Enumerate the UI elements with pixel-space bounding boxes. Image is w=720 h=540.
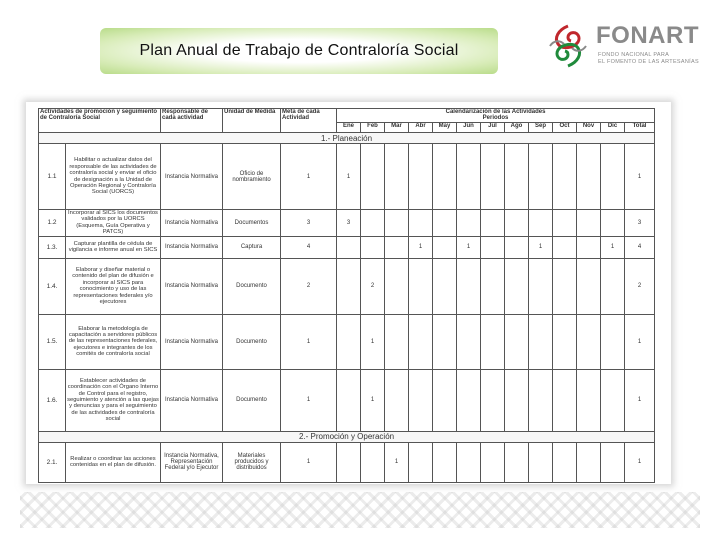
row-month-value	[481, 369, 505, 431]
row-month-value	[361, 442, 385, 482]
row-month-value: 1	[457, 236, 481, 258]
row-number: 1.3.	[39, 236, 66, 258]
header-month: Ago	[505, 123, 529, 133]
row-description: Elaborar y diseñar material o contenido del plan de difusión e incorporar al SICS para conocimiento y uso de las representaciones federales y/o ejecutores	[66, 258, 161, 314]
table-row	[39, 210, 655, 237]
row-total: 4	[625, 236, 655, 258]
row-month-value	[577, 442, 601, 482]
row-month-value: 1	[361, 314, 385, 369]
row-total: 1	[625, 314, 655, 369]
table-row	[39, 369, 655, 431]
row-month-value: 1	[361, 369, 385, 431]
row-month-value	[529, 258, 553, 314]
row-description: Habilitar o actualizar datos del responsable de las actividades de contraloría social y enviar el oficio de designación a la Unidad de Operación Regional y Contraloría Social (UORCS)	[66, 144, 161, 210]
row-month-value	[553, 144, 577, 210]
row-unidad: Documento	[223, 314, 281, 369]
row-month-value	[481, 236, 505, 258]
row-unidad: Materiales producidos y distribuidos	[223, 442, 281, 482]
row-description: Incorporar al SICS los documentos validados por la UORCS (Esquema, Guía Operativa y PATCS)	[66, 210, 161, 237]
row-month-value	[409, 369, 433, 431]
row-month-value	[385, 369, 409, 431]
row-month-value	[385, 210, 409, 237]
row-month-value	[457, 210, 481, 237]
row-month-value	[553, 442, 577, 482]
header-month: Jul	[481, 123, 505, 133]
row-meta: 2	[281, 258, 337, 314]
header-total: Total	[625, 123, 655, 133]
fonart-emblem-icon	[544, 22, 592, 70]
title-banner	[100, 28, 498, 74]
row-responsable: Instancia Normativa	[161, 369, 223, 431]
row-month-value	[505, 210, 529, 237]
row-month-value: 1	[385, 442, 409, 482]
row-month-value	[481, 442, 505, 482]
row-month-value	[409, 314, 433, 369]
row-month-value	[601, 144, 625, 210]
row-unidad: Oficio de nombramiento	[223, 144, 281, 210]
row-number: 1.5.	[39, 314, 66, 369]
row-total: 1	[625, 144, 655, 210]
row-month-value	[577, 369, 601, 431]
row-month-value	[505, 144, 529, 210]
row-unidad: Documentos	[223, 210, 281, 237]
row-month-value	[457, 442, 481, 482]
row-month-value	[337, 236, 361, 258]
row-month-value	[433, 210, 457, 237]
row-month-value	[505, 258, 529, 314]
header-month: Ene	[337, 123, 361, 133]
row-month-value	[457, 144, 481, 210]
header-month: Sep	[529, 123, 553, 133]
row-month-value	[385, 258, 409, 314]
row-month-value	[337, 369, 361, 431]
row-responsable: Instancia Normativa	[161, 144, 223, 210]
row-total: 1	[625, 369, 655, 431]
row-month-value: 2	[361, 258, 385, 314]
table-row	[39, 236, 655, 258]
row-meta: 1	[281, 442, 337, 482]
logo-brand: FONART	[596, 22, 699, 49]
row-month-value: 1	[529, 236, 553, 258]
row-total: 2	[625, 258, 655, 314]
row-month-value	[529, 314, 553, 369]
row-responsable: Instancia Normativa, Representación Federal y/o Ejecutor	[161, 442, 223, 482]
row-month-value	[481, 258, 505, 314]
row-month-value	[337, 258, 361, 314]
row-responsable: Instancia Normativa	[161, 314, 223, 369]
row-meta: 4	[281, 236, 337, 258]
logo-subtitle	[598, 52, 708, 66]
row-responsable: Instancia Normativa	[161, 236, 223, 258]
row-month-value	[601, 314, 625, 369]
row-month-value	[601, 369, 625, 431]
row-unidad: Captura	[223, 236, 281, 258]
row-month-value	[457, 369, 481, 431]
row-month-value: 3	[337, 210, 361, 237]
row-number: 1.6.	[39, 369, 66, 431]
header-month: May	[433, 123, 457, 133]
row-number: 1.4.	[39, 258, 66, 314]
row-month-value	[553, 258, 577, 314]
row-unidad: Documento	[223, 258, 281, 314]
row-month-value	[433, 258, 457, 314]
row-month-value	[505, 369, 529, 431]
header-calendarizacion	[337, 109, 655, 123]
row-month-value	[529, 144, 553, 210]
row-month-value	[337, 442, 361, 482]
section-label: 2.- Promoción y Operación	[39, 431, 655, 442]
row-month-value	[409, 210, 433, 237]
section-label: 1.- Planeación	[39, 133, 655, 144]
row-month-value	[433, 442, 457, 482]
plan-document	[26, 102, 671, 484]
row-month-value	[361, 236, 385, 258]
row-number: 1.2	[39, 210, 66, 237]
row-description: Capturar plantilla de cédula de vigilancia e informe anual en SICS	[66, 236, 161, 258]
table-row	[39, 314, 655, 369]
row-month-value	[505, 442, 529, 482]
row-month-value	[577, 258, 601, 314]
logo-subtitle-line1: FONDO NACIONAL PARA	[598, 52, 670, 58]
row-month-value	[433, 236, 457, 258]
row-month-value	[457, 258, 481, 314]
row-month-value	[505, 314, 529, 369]
plan-body	[39, 133, 655, 483]
row-month-value	[385, 314, 409, 369]
row-month-value	[553, 314, 577, 369]
row-month-value	[481, 144, 505, 210]
header-month: Nov	[577, 123, 601, 133]
row-month-value	[553, 369, 577, 431]
header-month: Oct	[553, 123, 577, 133]
row-month-value: 1	[409, 236, 433, 258]
header-month: Dic	[601, 123, 625, 133]
plan-table	[38, 108, 655, 483]
header-month: Abr	[409, 123, 433, 133]
row-month-value	[601, 210, 625, 237]
row-responsable: Instancia Normativa	[161, 258, 223, 314]
row-month-value	[361, 144, 385, 210]
row-month-value	[457, 314, 481, 369]
row-month-value	[409, 442, 433, 482]
header-month: Mar	[385, 123, 409, 133]
row-month-value	[529, 210, 553, 237]
row-month-value	[577, 144, 601, 210]
header-month: Jun	[457, 123, 481, 133]
header-unidad: Unidad de Medida	[223, 109, 281, 133]
header-calendarizacion-label: Calendarización de las Actividades	[445, 109, 546, 115]
fonart-logo	[540, 16, 710, 76]
row-month-value	[601, 442, 625, 482]
row-unidad: Documento	[223, 369, 281, 431]
row-meta: 3	[281, 210, 337, 237]
logo-subtitle-line2: EL FOMENTO DE LAS ARTESANÍAS	[598, 59, 699, 65]
row-month-value	[529, 369, 553, 431]
table-row	[39, 144, 655, 210]
row-total: 3	[625, 210, 655, 237]
table-row	[39, 258, 655, 314]
header-meta: Meta de cada Actividad	[281, 109, 337, 133]
row-responsable: Instancia Normativa	[161, 210, 223, 237]
row-description: Elaborar la metodología de capacitación a servidores públicos de las representaciones federales, ejecutores e integrantes de los comités de contraloría social	[66, 314, 161, 369]
row-meta: 1	[281, 314, 337, 369]
header-responsable: Responsable de cada actividad	[161, 109, 223, 133]
header-actividades: Actividades de promoción y seguimiento de Contraloría Social	[39, 109, 161, 133]
row-month-value	[361, 210, 385, 237]
page-title: Plan Anual de Trabajo de Contraloría Social	[139, 42, 459, 59]
row-month-value	[601, 258, 625, 314]
row-month-value	[577, 236, 601, 258]
row-month-value	[553, 236, 577, 258]
section-header-row	[39, 431, 655, 442]
row-month-value: 1	[601, 236, 625, 258]
row-month-value	[385, 144, 409, 210]
row-month-value	[409, 258, 433, 314]
header-month: Feb	[361, 123, 385, 133]
row-month-value	[505, 236, 529, 258]
row-month-value	[409, 144, 433, 210]
row-description: Establecer actividades de coordinación con el Órgano Interno de Control para el registro, seguimiento y atención a las quejas y denuncias y para el seguimiento de las actividades de contraloría social	[66, 369, 161, 431]
row-month-value	[337, 314, 361, 369]
row-meta: 1	[281, 144, 337, 210]
row-number: 2.1.	[39, 442, 66, 482]
row-month-value	[433, 369, 457, 431]
row-meta: 1	[281, 369, 337, 431]
row-month-value: 1	[337, 144, 361, 210]
section-header-row	[39, 133, 655, 144]
row-total: 1	[625, 442, 655, 482]
row-description: Realizar o coordinar las acciones contenidas en el plan de difusión.	[66, 442, 161, 482]
row-number: 1.1	[39, 144, 66, 210]
row-month-value	[433, 144, 457, 210]
row-month-value	[577, 210, 601, 237]
row-month-value	[385, 236, 409, 258]
row-month-value	[433, 314, 457, 369]
row-month-value	[553, 210, 577, 237]
header-periodos-label: Periodos	[482, 115, 509, 121]
row-month-value	[529, 442, 553, 482]
row-month-value	[481, 210, 505, 237]
row-month-value	[481, 314, 505, 369]
table-row	[39, 442, 655, 482]
decorative-footer-pattern	[20, 492, 700, 528]
row-month-value	[577, 314, 601, 369]
